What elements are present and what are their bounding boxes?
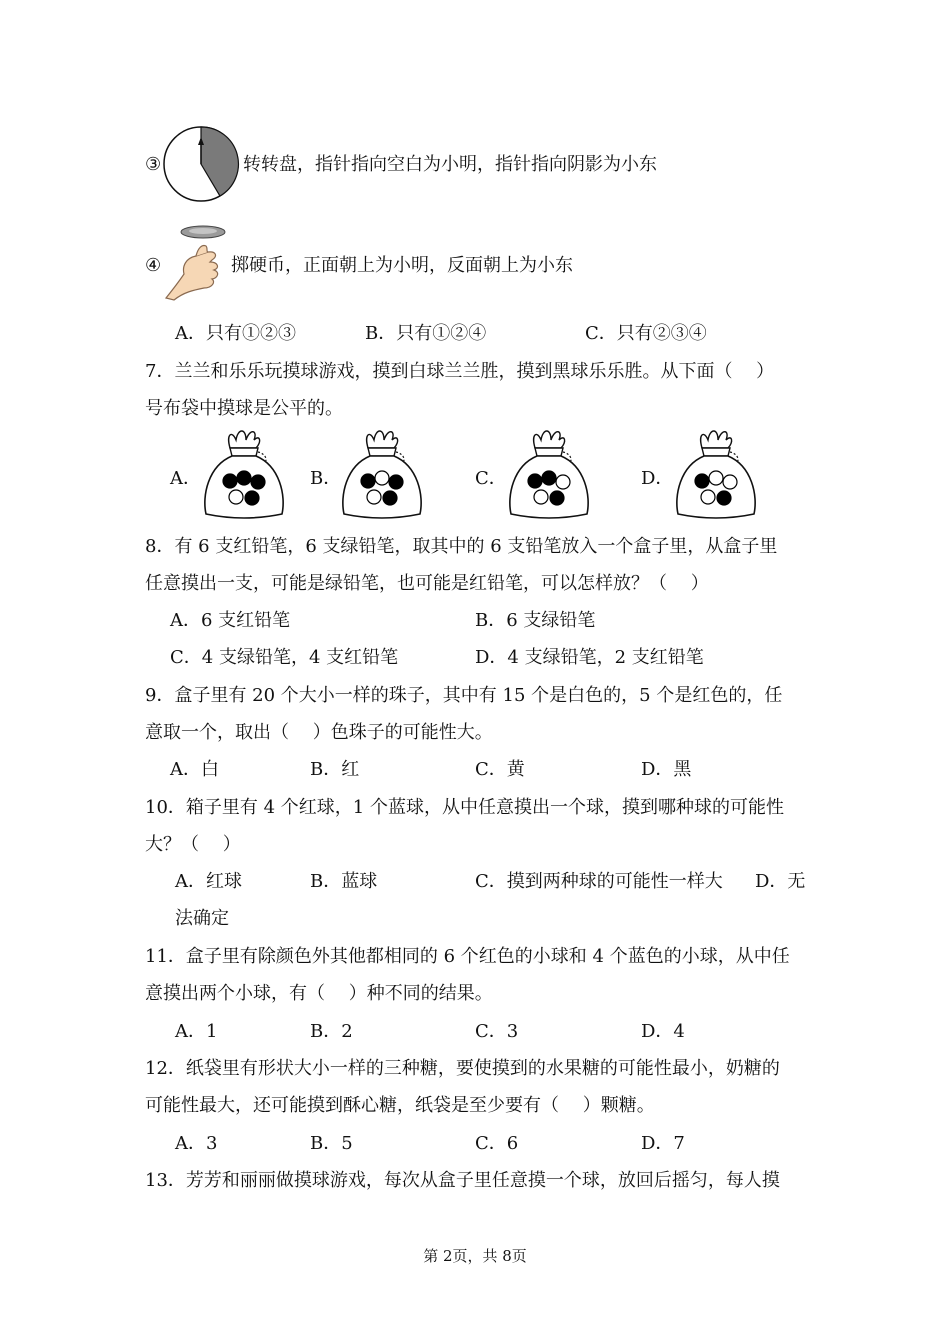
bag-tie xyxy=(230,448,258,456)
q6-option-a: A．只有①②③ xyxy=(175,323,296,344)
q8-option-a: A．6 支红铅笔 xyxy=(170,610,291,631)
coin-toss-hand-figure xyxy=(160,222,230,302)
white-ball xyxy=(709,471,723,485)
q10-line-1: 10．箱子里有 4 个红球，1 个蓝球，从中任意摸出一个球，摸到哪种球的可能性 xyxy=(145,797,784,818)
q10-option-a: A．红球 xyxy=(175,871,242,892)
black-ball xyxy=(245,491,259,505)
item-4-number: ④ xyxy=(145,255,162,276)
q7-line-1: 7．兰兰和乐乐玩摸球游戏，摸到白球兰兰胜，摸到黑球乐乐胜。从下面（ ） xyxy=(145,361,775,382)
spinner-figure xyxy=(162,125,240,203)
black-ball xyxy=(251,475,265,489)
item-3-text: 转转盘，指针指向空白为小明，指针指向阴影为小东 xyxy=(243,154,657,175)
q8-option-d: D．4 支绿铅笔，2 支红铅笔 xyxy=(475,647,704,668)
black-ball xyxy=(237,471,251,485)
q11-option-c: C．3 xyxy=(475,1021,519,1042)
bag-tie xyxy=(702,448,730,456)
bag-body xyxy=(343,456,421,518)
black-ball xyxy=(550,491,564,505)
black-ball xyxy=(361,474,375,488)
q9-option-d: D．黑 xyxy=(641,759,692,780)
bag-d xyxy=(672,426,760,522)
q10-option-b: B．蓝球 xyxy=(310,871,378,892)
q10-line-2: 大？（ ） xyxy=(145,834,241,855)
bag-knot xyxy=(367,431,398,448)
page-footer: 第 2页，共 8页 xyxy=(423,1247,527,1265)
q9-line-2: 意取一个，取出（ ）色珠子的可能性大。 xyxy=(145,722,493,743)
q10-option-d: D．无 xyxy=(755,871,806,892)
black-ball xyxy=(223,474,237,488)
white-ball xyxy=(723,475,737,489)
q6-option-c: C．只有②③④ xyxy=(585,323,707,344)
q12-option-b: B．5 xyxy=(310,1133,353,1154)
bag-body xyxy=(205,456,283,518)
q10-option-d-continued: 法确定 xyxy=(175,908,229,929)
q11-line-1: 11．盒子里有除颜色外其他都相同的 6 个红色的小球和 4 个蓝色的小球，从中任 xyxy=(145,946,790,967)
black-ball xyxy=(717,491,731,505)
black-ball xyxy=(528,474,542,488)
item-3-number: ③ xyxy=(145,154,162,175)
white-ball xyxy=(229,490,243,504)
q11-option-b: B．2 xyxy=(310,1021,353,1042)
bag-c xyxy=(505,426,593,522)
q7-label-b: B． xyxy=(310,468,342,489)
q8-line-1: 8．有 6 支红铅笔，6 支绿铅笔，取其中的 6 支铅笔放入一个盒子里，从盒子里 xyxy=(145,536,778,557)
q9-option-a: A．白 xyxy=(170,759,219,780)
bag-knot xyxy=(229,431,260,448)
thumbs-up-hand-icon xyxy=(166,252,218,300)
q13-line-1: 13．芳芳和丽丽做摸球游戏，每次从盒子里任意摸一个球，放回后摇匀，每人摸 xyxy=(145,1170,780,1191)
q7-label-a: A． xyxy=(170,468,201,489)
q9-line-1: 9．盒子里有 20 个大小一样的珠子，其中有 15 个是白色的，5 个是红色的，任 xyxy=(145,685,783,706)
bag-tie xyxy=(535,448,563,456)
q8-line-2: 任意摸出一支，可能是绿铅笔，也可能是红铅笔，可以怎样放？（ ） xyxy=(145,573,709,594)
q6-option-b: B．只有①②④ xyxy=(365,323,487,344)
q9-option-c: C．黄 xyxy=(475,759,525,780)
black-ball xyxy=(542,471,556,485)
white-ball xyxy=(375,471,389,485)
white-ball xyxy=(367,490,381,504)
black-ball xyxy=(389,475,403,489)
q7-line-2: 号布袋中摸球是公平的。 xyxy=(145,398,343,419)
bag-b xyxy=(338,426,426,522)
q7-label-d: D． xyxy=(641,468,674,489)
q8-option-c: C．4 支绿铅笔，4 支红铅笔 xyxy=(170,647,399,668)
black-ball xyxy=(383,491,397,505)
bag-a xyxy=(200,426,288,522)
bag-knot xyxy=(701,431,732,448)
white-ball xyxy=(534,490,548,504)
q9-option-b: B．红 xyxy=(310,759,360,780)
q7-label-c: C． xyxy=(475,468,507,489)
bag-tie xyxy=(368,448,396,456)
q12-line-2: 可能性最大，还可能摸到酥心糖，纸袋是至少要有（ ）颗糖。 xyxy=(145,1095,655,1116)
bag-body xyxy=(510,456,588,518)
q12-option-d: D．7 xyxy=(641,1133,685,1154)
white-ball xyxy=(701,490,715,504)
q11-option-a: A．1 xyxy=(175,1021,218,1042)
item-4-text: 掷硬币，正面朝上为小明，反面朝上为小东 xyxy=(231,255,573,276)
black-ball xyxy=(695,474,709,488)
q12-option-c: C．6 xyxy=(475,1133,519,1154)
q8-option-b: B．6 支绿铅笔 xyxy=(475,610,596,631)
bag-body xyxy=(677,456,755,518)
q10-option-c: C．摸到两种球的可能性一样大 xyxy=(475,871,723,892)
q11-line-2: 意摸出两个小球，有（ ）种不同的结果。 xyxy=(145,983,493,1004)
q12-line-1: 12．纸袋里有形状大小一样的三种糖，要使摸到的水果糖的可能性最小，奶糖的 xyxy=(145,1058,780,1079)
bag-knot xyxy=(534,431,565,448)
q11-option-d: D．4 xyxy=(641,1021,685,1042)
q12-option-a: A．3 xyxy=(175,1133,218,1154)
white-ball xyxy=(556,475,570,489)
